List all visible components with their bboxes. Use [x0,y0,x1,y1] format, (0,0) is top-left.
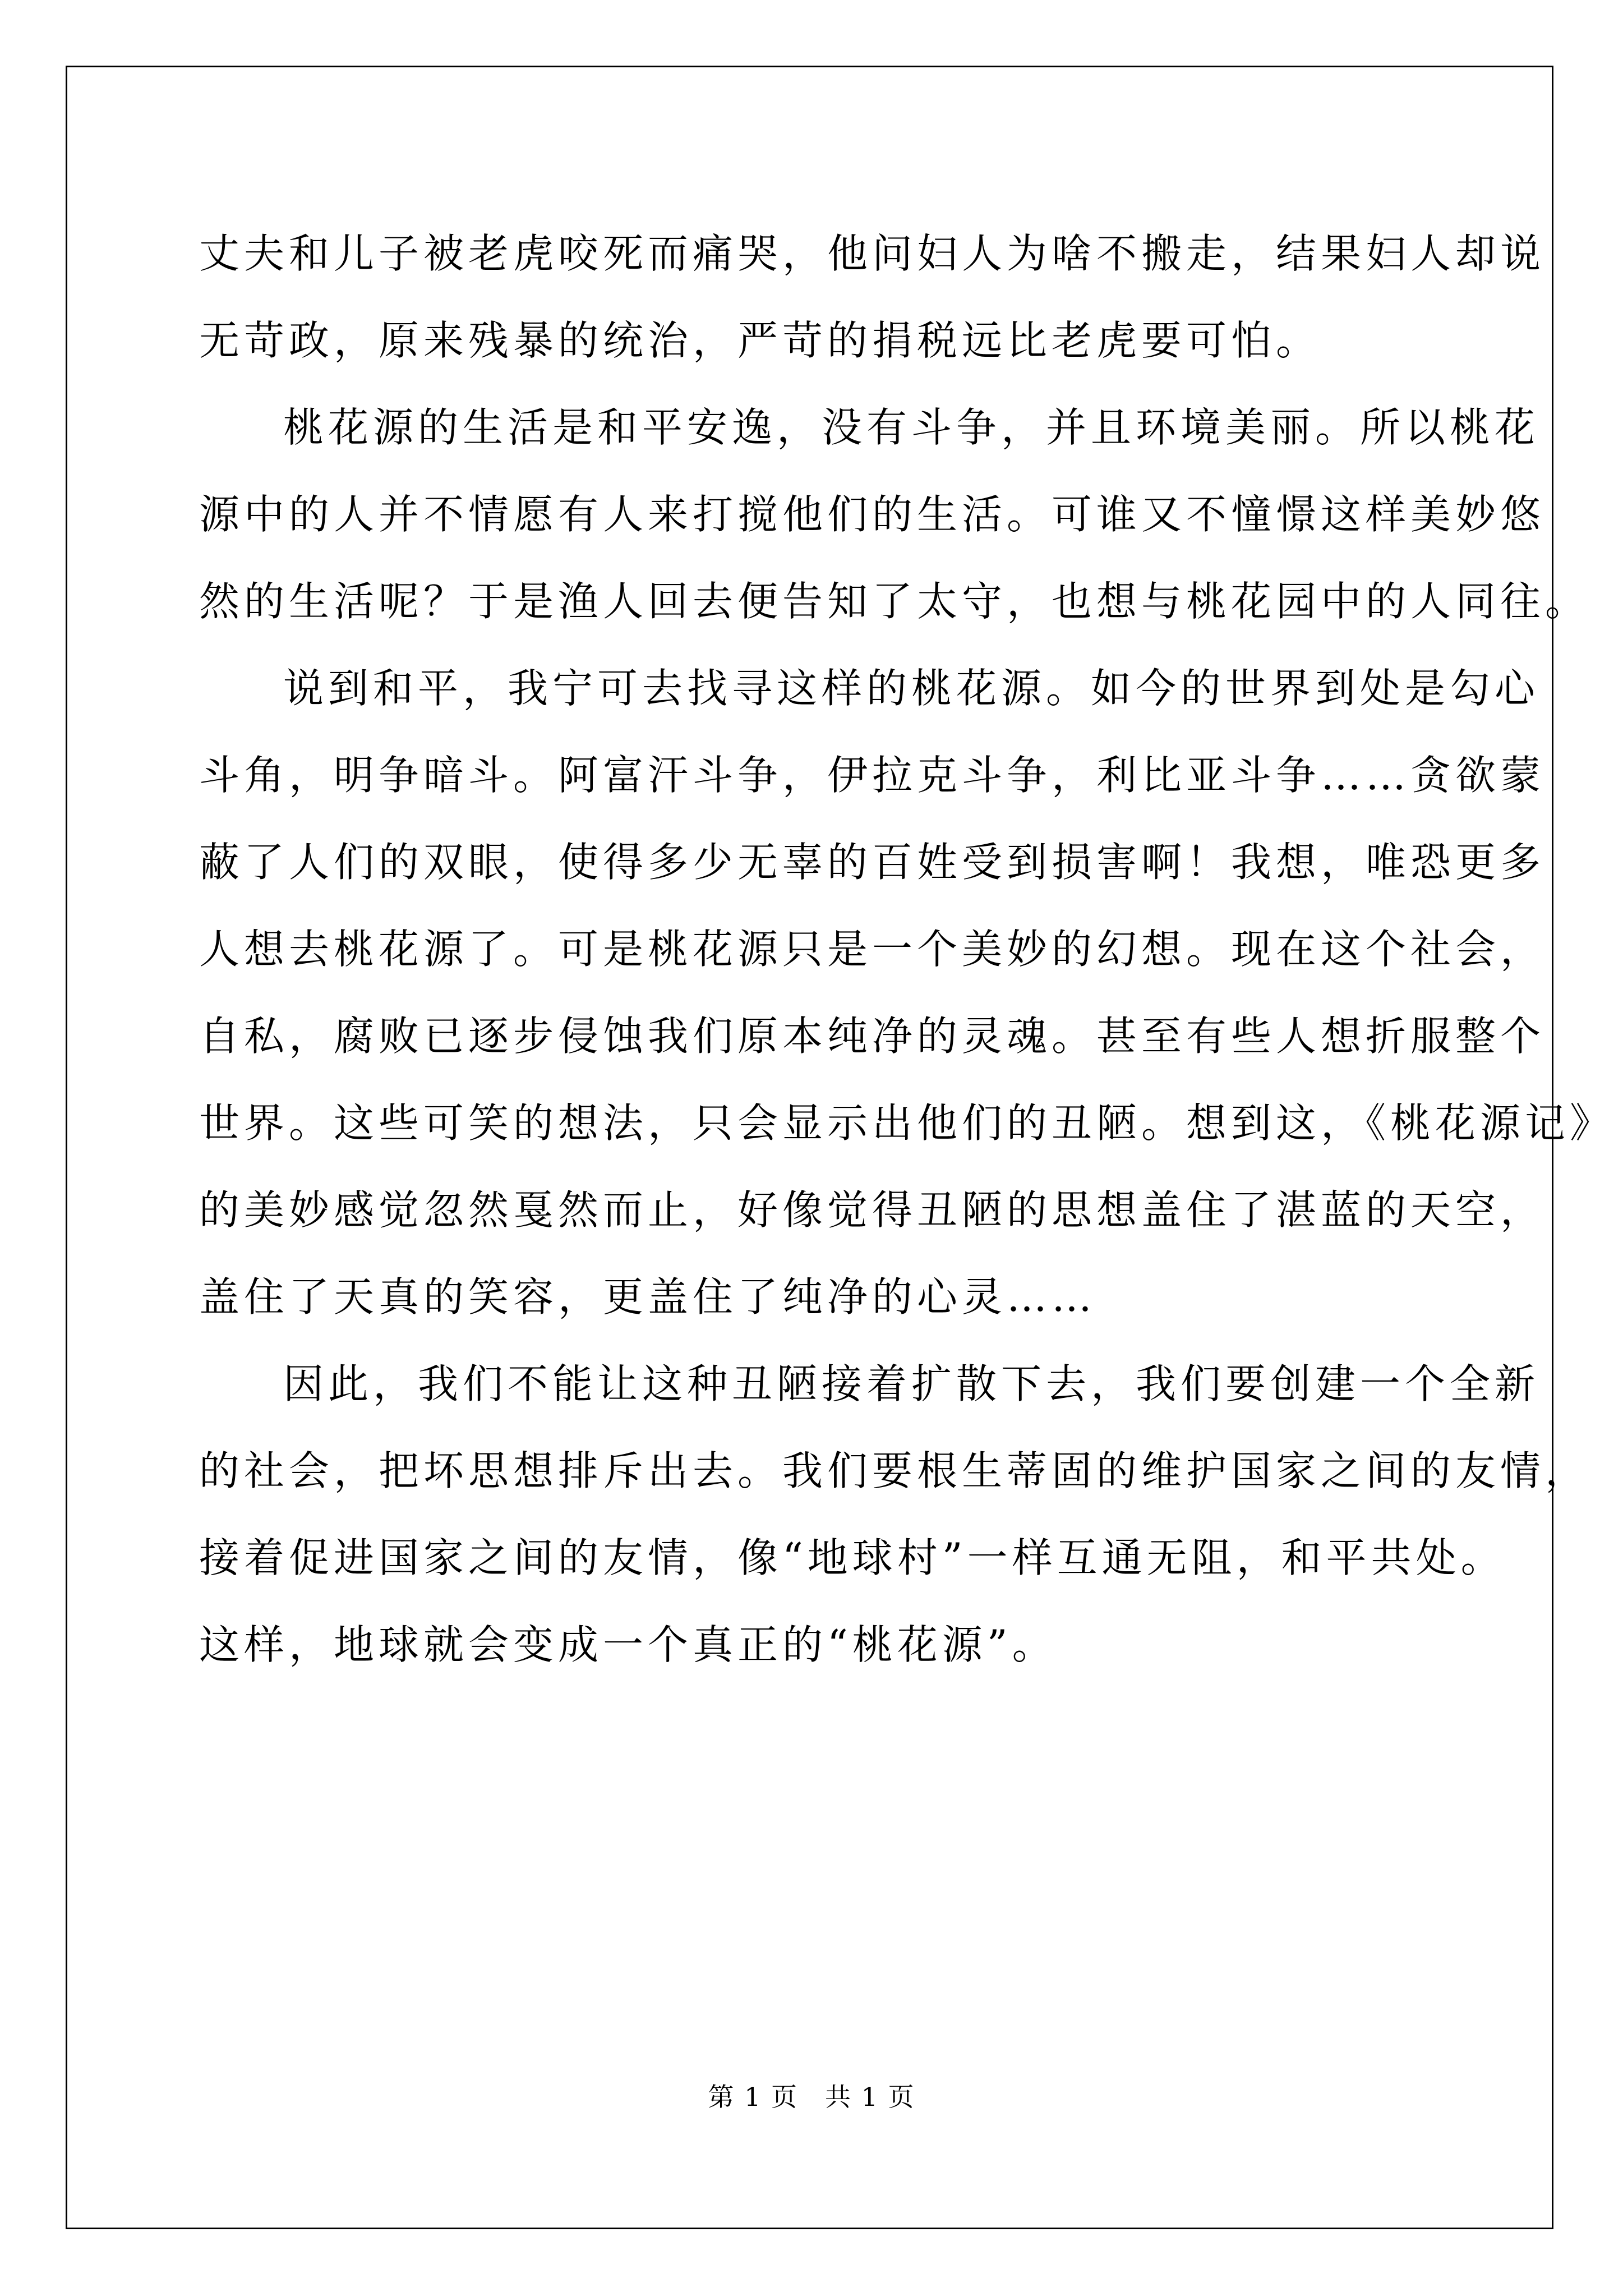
text-line: 接着促进国家之间的友情，像“地球村”一样互通无阻，和平共处。 [199,1534,1506,1581]
text-line: 盖住了天真的笑容，更盖住了纯净的心灵…… [199,1273,1097,1320]
text-line: 斗角，明争暗斗。阿富汗斗争，伊拉克斗争，利比亚斗争……贪欲蒙 [199,752,1546,799]
document-body [199,210,1615,1688]
paragraph-2 [199,384,1590,645]
paragraph-4 [199,1341,1590,1688]
text-line-first: 桃花源的生活是和平安逸，没有斗争，并且环境美丽。所以桃花 [283,404,1540,451]
text-line: 世界。这些可笑的想法，只会显示出他们的丑陋。想到这，《桃花源记》 [199,1099,1615,1147]
text-line: 自私，腐败已逐步侵蚀我们原本纯净的灵魂。甚至有些人想折服整个 [199,1013,1546,1060]
paragraph-3 [199,645,1615,1341]
text-line: 然的生活呢？于是渔人回去便告知了太守，也想与桃花园中的人同往。 [199,578,1590,625]
text-line-first: 因此，我们不能让这种丑陋接着扩散下去，我们要创建一个全新 [283,1360,1540,1407]
paragraph-1 [199,210,1546,384]
text-line: 这样，地球就会变成一个真正的“桃花源”。 [199,1621,1057,1668]
text-line: 蔽了人们的双眼，使得多少无辜的百姓受到损害啊！我想，唯恐更多 [199,839,1546,886]
text-line: 的社会，把坏思想排斥出去。我们要根生蒂固的维护国家之间的友情， [199,1447,1590,1494]
text-line: 的美妙感觉忽然戛然而止，好像觉得丑陋的思想盖住了湛蓝的天空， [199,1186,1546,1234]
text-line: 源中的人并不情愿有人来打搅他们的生活。可谁又不憧憬这样美妙悠 [199,491,1546,538]
text-line: 丈夫和儿子被老虎咬死而痛哭，他问妇人为啥不搬走，结果妇人却说 [199,230,1546,277]
text-line-first: 说到和平，我宁可去找寻这样的桃花源。如今的世界到处是勾心 [283,665,1540,712]
text-line: 无苛政，原来残暴的统治，严苛的捐税远比老虎要可怕。 [199,317,1321,364]
text-line: 人想去桃花源了。可是桃花源只是一个美妙的幻想。现在这个社会， [199,926,1546,973]
page-number-footer: 第 1 页 共 1 页 [708,2082,915,2112]
